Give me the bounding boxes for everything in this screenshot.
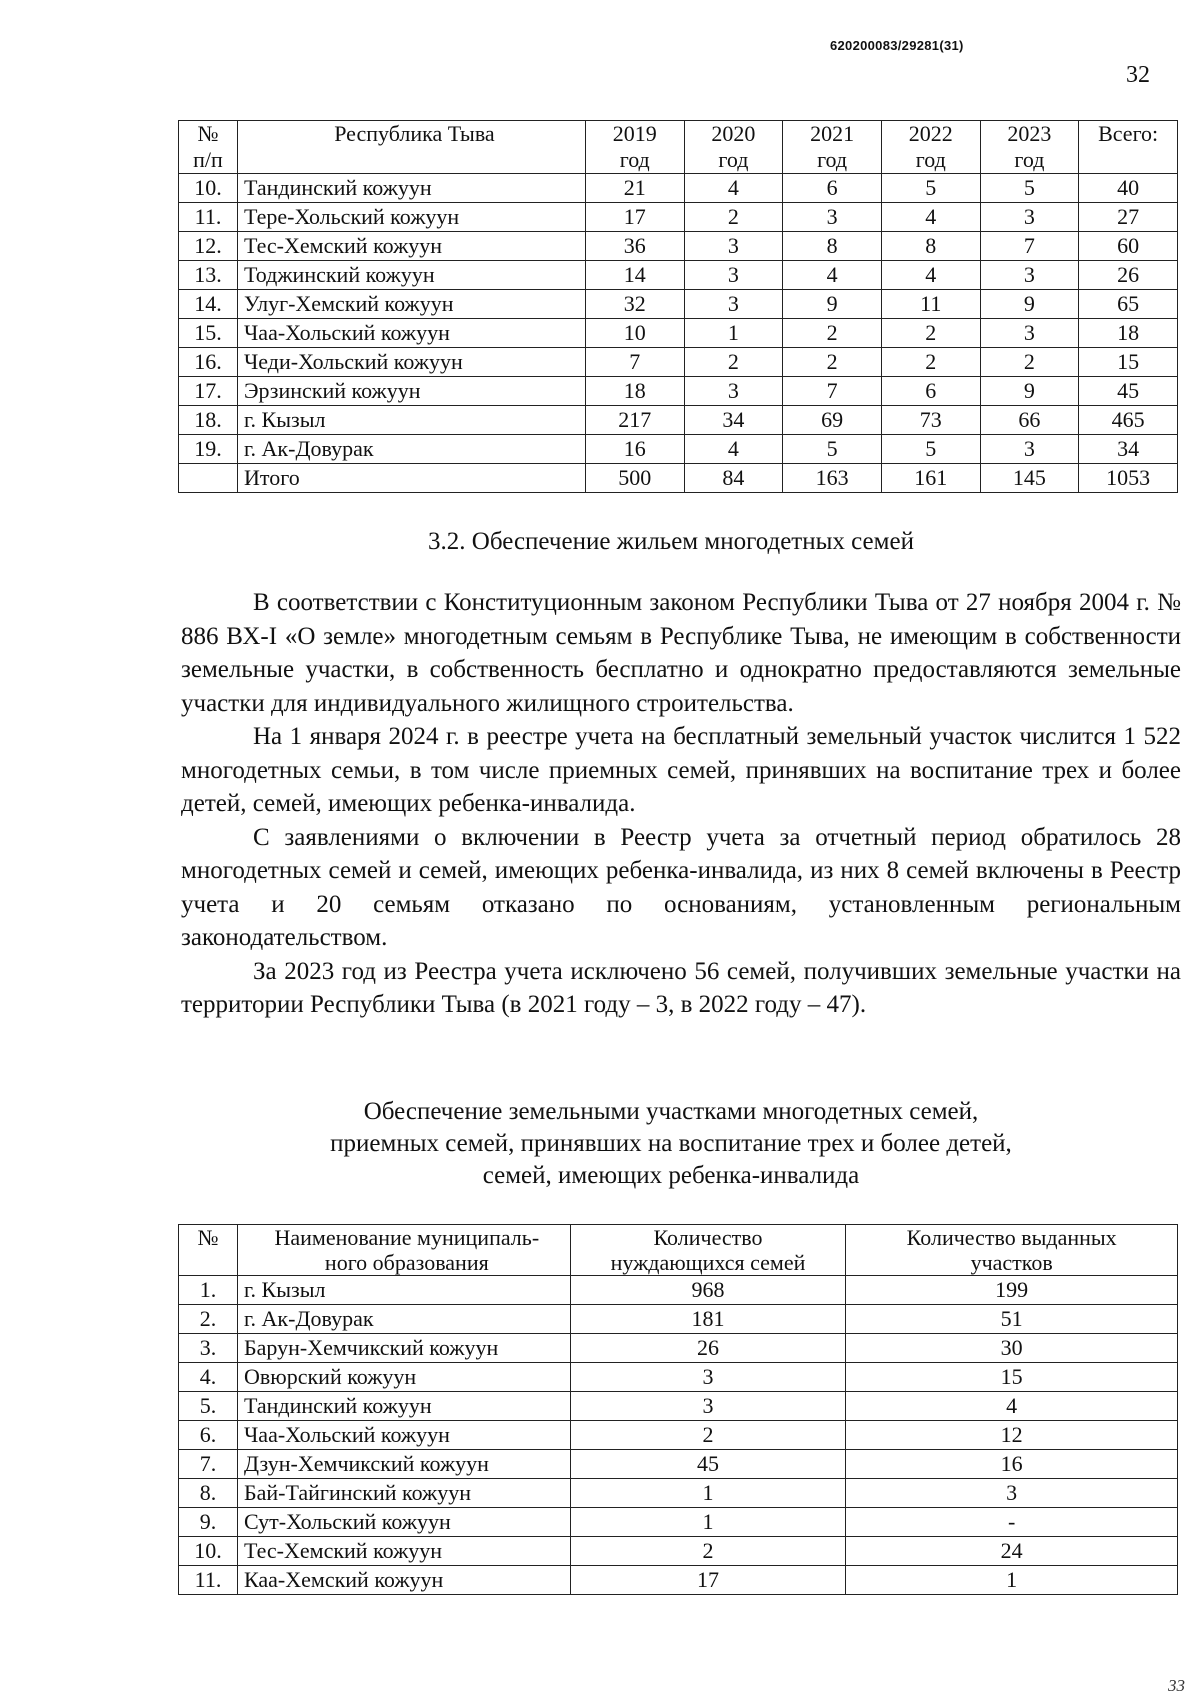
header-text: Наименование муниципаль- — [274, 1225, 540, 1250]
table-row — [179, 1421, 1178, 1450]
table-row — [179, 319, 1178, 348]
municipality-name: Овюрский кожуун — [238, 1363, 571, 1392]
value-2020: 3 — [684, 261, 783, 290]
value-total: 18 — [1079, 319, 1178, 348]
table-row — [179, 232, 1178, 261]
value-2019: 36 — [585, 232, 684, 261]
caption-line: приемных семей, принявших на воспитание трех и более детей, — [330, 1130, 1012, 1157]
value-2021: 9 — [783, 290, 882, 319]
value-2020: 3 — [684, 377, 783, 406]
table-row — [179, 377, 1178, 406]
body-text — [181, 586, 1181, 1022]
table-row — [179, 1566, 1178, 1595]
header-2019 — [585, 121, 684, 174]
value-2021: 69 — [783, 406, 882, 435]
header-region — [238, 121, 586, 174]
value-2022: 2 — [881, 319, 980, 348]
row-number: 19. — [179, 435, 238, 464]
paragraph: С заявлениями о включении в Реестр учета за отчетный период обратилось 28 многодетных семей и семей, имеющих ребенка-инвалида, из них 8 семей включены в Реестр учета и 20 семьям отказано по основаниям, установленным региональным законодательством. — [181, 823, 1181, 951]
region-name: Эрзинский кожуун — [238, 377, 586, 406]
value-2019: 14 — [585, 261, 684, 290]
value-2021: 3 — [783, 203, 882, 232]
municipality-name: Дзун-Хемчикский кожуун — [238, 1450, 571, 1479]
table-row — [179, 1305, 1178, 1334]
value-total: 34 — [1079, 435, 1178, 464]
table-body — [179, 174, 1178, 493]
table-row — [179, 435, 1178, 464]
value-2023: 3 — [980, 435, 1079, 464]
municipality-name: Тес-Хемский кожуун — [238, 1537, 571, 1566]
families-in-need: 2 — [570, 1537, 846, 1566]
row-number: 12. — [179, 232, 238, 261]
value-2022: 73 — [881, 406, 980, 435]
families-in-need: 3 — [570, 1363, 846, 1392]
page-number: 32 — [1126, 62, 1150, 88]
families-in-need: 968 — [570, 1276, 846, 1305]
table-row — [179, 203, 1178, 232]
value-2021: 163 — [783, 464, 882, 493]
header-text: Республика Тыва — [334, 121, 495, 146]
region-name: Чаа-Хольский кожуун — [238, 319, 586, 348]
row-number: 17. — [179, 377, 238, 406]
value-2023: 3 — [980, 261, 1079, 290]
municipality-name: г. Кызыл — [238, 1276, 571, 1305]
table-body — [179, 1276, 1178, 1595]
header-2023 — [980, 121, 1079, 174]
header-text: п/п — [193, 147, 223, 172]
value-2019: 217 — [585, 406, 684, 435]
value-2020: 2 — [684, 348, 783, 377]
row-number: 9. — [179, 1508, 238, 1537]
value-2020: 4 — [684, 174, 783, 203]
value-2019: 10 — [585, 319, 684, 348]
header-plots-issued — [846, 1225, 1178, 1276]
municipality-name: г. Ак-Довурак — [238, 1305, 571, 1334]
row-number: 3. — [179, 1334, 238, 1363]
table-row — [179, 290, 1178, 319]
municipal-summary-table — [178, 120, 1178, 493]
table-row — [179, 1363, 1178, 1392]
table-header-row — [179, 1225, 1178, 1276]
row-number — [179, 464, 238, 493]
section-title: 3.2. Обеспечение жильем многодетных семей — [428, 528, 914, 555]
table-row — [179, 1508, 1178, 1537]
value-2020: 2 — [684, 203, 783, 232]
value-2022: 161 — [881, 464, 980, 493]
header-text: № — [197, 121, 219, 146]
value-total: 1053 — [1079, 464, 1178, 493]
header-2021 — [783, 121, 882, 174]
value-2019: 17 — [585, 203, 684, 232]
value-total: 45 — [1079, 377, 1178, 406]
row-number: 5. — [179, 1392, 238, 1421]
families-in-need: 2 — [570, 1421, 846, 1450]
region-name: Улуг-Хемский кожуун — [238, 290, 586, 319]
value-2021: 7 — [783, 377, 882, 406]
table-row — [179, 1479, 1178, 1508]
table-row — [179, 174, 1178, 203]
families-in-need: 17 — [570, 1566, 846, 1595]
table-caption — [0, 1096, 1200, 1192]
value-2020: 3 — [684, 290, 783, 319]
row-number: 16. — [179, 348, 238, 377]
value-2023: 7 — [980, 232, 1079, 261]
value-total: 27 — [1079, 203, 1178, 232]
table-header-row — [179, 121, 1178, 174]
header-text: нуждающихся семей — [610, 1250, 806, 1275]
paragraph: В соответствии с Конституционным законом Республики Тыва от 27 ноября 2004 г. № 886 ВХ-I «О земле» многодетным семьям в Республике Тыва, не имеющим в собственности земельные участки, в собственность бесплатно и однократно предоставляются земельные участки для индивидуального жилищного строительства. — [181, 589, 1181, 717]
header-text: ного образования — [324, 1250, 489, 1275]
families-in-need: 3 — [570, 1392, 846, 1421]
corner-page-mark: 33 — [1168, 1676, 1185, 1695]
region-name: Итого — [238, 464, 586, 493]
value-2023: 5 — [980, 174, 1079, 203]
header-text: участков — [970, 1250, 1053, 1275]
value-2019: 7 — [585, 348, 684, 377]
caption-line: семей, имеющих ребенка-инвалида — [482, 1162, 860, 1189]
header-number — [179, 121, 238, 174]
row-number: 14. — [179, 290, 238, 319]
row-number: 15. — [179, 319, 238, 348]
value-2023: 9 — [980, 377, 1079, 406]
caption-line: Обеспечение земельными участками многодетных семей, — [363, 1098, 979, 1125]
region-name: г. Кызыл — [238, 406, 586, 435]
table-row — [179, 1392, 1178, 1421]
value-2019: 18 — [585, 377, 684, 406]
row-number: 10. — [179, 1537, 238, 1566]
header-2022 — [881, 121, 980, 174]
plots-issued: 4 — [846, 1392, 1178, 1421]
region-name: Тандинский кожуун — [238, 174, 586, 203]
value-2022: 2 — [881, 348, 980, 377]
paragraph: За 2023 год из Реестра учета исключено 56 семей, получивших земельные участки на территории Республики Тыва (в 2021 году – 3, в 2022 году – 47). — [181, 957, 1181, 1018]
region-name: Тоджинский кожуун — [238, 261, 586, 290]
row-number: 2. — [179, 1305, 238, 1334]
header-number — [179, 1225, 238, 1276]
plots-issued: 16 — [846, 1450, 1178, 1479]
municipality-name: Каа-Хемский кожуун — [238, 1566, 571, 1595]
value-2023: 3 — [980, 203, 1079, 232]
value-2023: 66 — [980, 406, 1079, 435]
header-text: 2020 — [711, 121, 756, 146]
value-2020: 1 — [684, 319, 783, 348]
header-text: год — [915, 147, 946, 172]
municipality-name: Чаа-Хольский кожуун — [238, 1421, 571, 1450]
header-2020 — [684, 121, 783, 174]
table-row — [179, 406, 1178, 435]
table-row — [179, 1276, 1178, 1305]
region-name: Тес-Хемский кожуун — [238, 232, 586, 261]
plots-issued: - — [846, 1508, 1178, 1537]
table-row — [179, 464, 1178, 493]
value-2019: 16 — [585, 435, 684, 464]
value-2019: 500 — [585, 464, 684, 493]
region-name: Чеди-Хольский кожуун — [238, 348, 586, 377]
value-2023: 2 — [980, 348, 1079, 377]
header-municipality — [238, 1225, 571, 1276]
plots-issued: 12 — [846, 1421, 1178, 1450]
value-2022: 4 — [881, 203, 980, 232]
header-total — [1079, 121, 1178, 174]
header-text: № — [197, 1225, 219, 1250]
header-text: год — [817, 147, 848, 172]
value-2021: 2 — [783, 348, 882, 377]
families-in-need: 181 — [570, 1305, 846, 1334]
region-name: г. Ак-Довурак — [238, 435, 586, 464]
table-row — [179, 1334, 1178, 1363]
header-text: Количество — [653, 1225, 763, 1250]
value-2020: 34 — [684, 406, 783, 435]
value-2022: 5 — [881, 435, 980, 464]
header-text: год — [1014, 147, 1045, 172]
plots-issued: 15 — [846, 1363, 1178, 1392]
table-row — [179, 261, 1178, 290]
value-2021: 6 — [783, 174, 882, 203]
value-2021: 8 — [783, 232, 882, 261]
region-name: Тере-Хольский кожуун — [238, 203, 586, 232]
value-2020: 3 — [684, 232, 783, 261]
row-number: 4. — [179, 1363, 238, 1392]
value-total: 40 — [1079, 174, 1178, 203]
row-number: 8. — [179, 1479, 238, 1508]
value-2022: 5 — [881, 174, 980, 203]
header-text: 2019 — [612, 121, 657, 146]
header-text: год — [718, 147, 749, 172]
plots-issued: 1 — [846, 1566, 1178, 1595]
value-2023: 9 — [980, 290, 1079, 319]
value-total: 26 — [1079, 261, 1178, 290]
families-in-need: 45 — [570, 1450, 846, 1479]
value-2023: 145 — [980, 464, 1079, 493]
value-total: 15 — [1079, 348, 1178, 377]
value-2022: 8 — [881, 232, 980, 261]
families-in-need: 1 — [570, 1479, 846, 1508]
header-text: Количество выданных — [906, 1225, 1117, 1250]
municipality-name: Барун-Хемчикский кожуун — [238, 1334, 571, 1363]
value-2023: 3 — [980, 319, 1079, 348]
table-row — [179, 348, 1178, 377]
plots-issued: 3 — [846, 1479, 1178, 1508]
plots-issued: 199 — [846, 1276, 1178, 1305]
value-2021: 2 — [783, 319, 882, 348]
value-2019: 21 — [585, 174, 684, 203]
value-total: 65 — [1079, 290, 1178, 319]
header-text: 2022 — [908, 121, 953, 146]
paragraph: На 1 января 2024 г. в реестре учета на бесплатный земельный участок числится 1 522 многодетных семьи, в том числе приемных семей, принявших на воспитание трех и более детей, семей, имеющих ребенка-инвалида. — [181, 723, 1181, 817]
table-row — [179, 1537, 1178, 1566]
row-number: 11. — [179, 1566, 238, 1595]
families-in-need: 26 — [570, 1334, 846, 1363]
row-number: 10. — [179, 174, 238, 203]
municipality-name: Тандинский кожуун — [238, 1392, 571, 1421]
value-total: 60 — [1079, 232, 1178, 261]
row-number: 11. — [179, 203, 238, 232]
plots-issued: 30 — [846, 1334, 1178, 1363]
value-2021: 4 — [783, 261, 882, 290]
header-text: год — [619, 147, 650, 172]
value-2020: 84 — [684, 464, 783, 493]
row-number: 13. — [179, 261, 238, 290]
municipality-name: Сут-Хольский кожуун — [238, 1508, 571, 1537]
header-text: 2023 — [1007, 121, 1052, 146]
value-2020: 4 — [684, 435, 783, 464]
value-2022: 6 — [881, 377, 980, 406]
municipality-name: Бай-Тайгинский кожуун — [238, 1479, 571, 1508]
value-2022: 4 — [881, 261, 980, 290]
plots-issued: 51 — [846, 1305, 1178, 1334]
land-allocation-table — [178, 1224, 1178, 1595]
row-number: 6. — [179, 1421, 238, 1450]
row-number: 1. — [179, 1276, 238, 1305]
row-number: 7. — [179, 1450, 238, 1479]
table-row — [179, 1450, 1178, 1479]
document-id: 620200083/29281(31) — [830, 38, 964, 53]
header-text: 2021 — [810, 121, 855, 146]
value-2021: 5 — [783, 435, 882, 464]
value-total: 465 — [1079, 406, 1178, 435]
header-text: Всего: — [1098, 121, 1159, 146]
families-in-need: 1 — [570, 1508, 846, 1537]
header-families-in-need — [570, 1225, 846, 1276]
value-2019: 32 — [585, 290, 684, 319]
row-number: 18. — [179, 406, 238, 435]
value-2022: 11 — [881, 290, 980, 319]
plots-issued: 24 — [846, 1537, 1178, 1566]
